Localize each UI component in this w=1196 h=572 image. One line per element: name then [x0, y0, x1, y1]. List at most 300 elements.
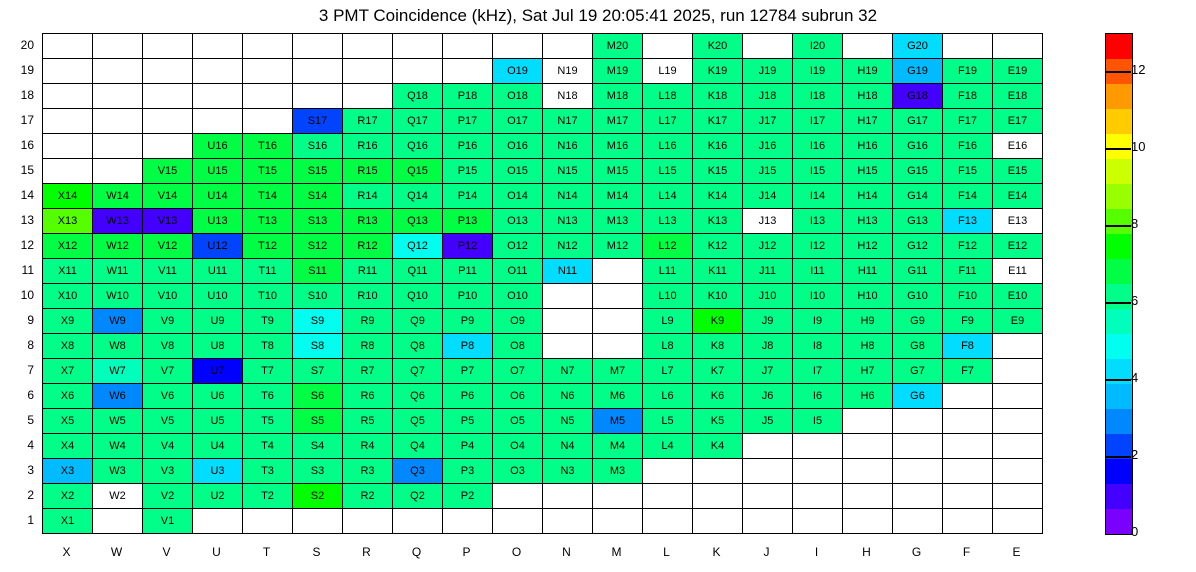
x-axis-tick-label: K	[712, 545, 721, 559]
heatmap-cell: V7	[143, 359, 193, 384]
heatmap-cell: G6	[893, 384, 943, 409]
colorbar-tick-label: 10	[1131, 139, 1146, 155]
heatmap-cell: R3	[343, 459, 393, 484]
heatmap-cell: T10	[243, 284, 293, 309]
heatmap-cell: I5	[793, 409, 843, 434]
heatmap-cell: H16	[843, 134, 893, 159]
heatmap-cell	[693, 484, 743, 509]
heatmap-cell: S17	[293, 109, 343, 134]
heatmap-row	[43, 459, 1043, 484]
heatmap-cell: U4	[193, 434, 243, 459]
heatmap-cell	[343, 34, 393, 59]
x-axis-tick-label: L	[663, 545, 670, 559]
heatmap-cell: H7	[843, 359, 893, 384]
y-axis-tick-label: 13	[20, 213, 34, 227]
heatmap-cell: R2	[343, 484, 393, 509]
heatmap-cell: Q11	[393, 259, 443, 284]
colorbar-segment	[1106, 34, 1132, 59]
heatmap-cell: H10	[843, 284, 893, 309]
heatmap-row	[43, 409, 1043, 434]
heatmap-cell	[643, 509, 693, 534]
heatmap-cell: R6	[343, 384, 393, 409]
heatmap-cell	[743, 484, 793, 509]
heatmap-cell: L13	[643, 209, 693, 234]
heatmap-cell	[543, 334, 593, 359]
heatmap-cell	[43, 134, 93, 159]
heatmap-cell: I18	[793, 84, 843, 109]
heatmap-cell	[793, 484, 843, 509]
heatmap-cell	[143, 34, 193, 59]
colorbar-tick-label: 4	[1131, 370, 1139, 386]
heatmap-cell	[493, 484, 543, 509]
heatmap-cell: M13	[593, 209, 643, 234]
heatmap-cell: M7	[593, 359, 643, 384]
heatmap-cell	[593, 259, 643, 284]
heatmap-cell: V9	[143, 309, 193, 334]
heatmap-cell: S12	[293, 234, 343, 259]
heatmap-cell: U8	[193, 334, 243, 359]
heatmap-cell: S4	[293, 434, 343, 459]
heatmap-cell: N14	[543, 184, 593, 209]
colorbar-tick-mark	[1105, 225, 1131, 227]
heatmap-cell: P17	[443, 109, 493, 134]
heatmap-cell	[343, 509, 393, 534]
heatmap-cell: X7	[43, 359, 93, 384]
heatmap-cell: L4	[643, 434, 693, 459]
heatmap-cell: X5	[43, 409, 93, 434]
heatmap-cell: L16	[643, 134, 693, 159]
heatmap-cell: T7	[243, 359, 293, 384]
heatmap-cell: I14	[793, 184, 843, 209]
heatmap-cell: K12	[693, 234, 743, 259]
heatmap-cell: R15	[343, 159, 393, 184]
heatmap-cell: F13	[943, 209, 993, 234]
heatmap-cell	[93, 59, 143, 84]
heatmap-cell: X1	[43, 509, 93, 534]
heatmap-cell	[993, 434, 1043, 459]
x-axis-tick-label: Q	[411, 545, 422, 559]
heatmap-cell	[243, 34, 293, 59]
x-axis-tick-label: E	[1012, 545, 1021, 559]
heatmap-row	[43, 134, 1043, 159]
heatmap-cell	[943, 434, 993, 459]
heatmap-cell: U16	[193, 134, 243, 159]
heatmap-cell: W10	[93, 284, 143, 309]
heatmap-cell	[143, 109, 193, 134]
colorbar-segment	[1106, 134, 1132, 159]
heatmap-cell	[993, 359, 1043, 384]
y-axis-tick-label: 16	[20, 138, 34, 152]
x-axis-tick-label: J	[763, 545, 770, 559]
heatmap-cell: J13	[743, 209, 793, 234]
heatmap-cell: H15	[843, 159, 893, 184]
heatmap-cell	[943, 509, 993, 534]
colorbar-segment	[1106, 234, 1132, 259]
heatmap-cell: P18	[443, 84, 493, 109]
heatmap-cell: O6	[493, 384, 543, 409]
colorbar-segment	[1106, 159, 1132, 184]
heatmap-cell: K17	[693, 109, 743, 134]
heatmap-row	[43, 109, 1043, 134]
heatmap-cell	[193, 509, 243, 534]
heatmap-cell: Q8	[393, 334, 443, 359]
heatmap-cell	[743, 434, 793, 459]
heatmap-cell	[793, 459, 843, 484]
y-axis-tick-label: 7	[27, 363, 34, 377]
heatmap-cell: H8	[843, 334, 893, 359]
heatmap-cell: L8	[643, 334, 693, 359]
heatmap-cell: J14	[743, 184, 793, 209]
heatmap-row	[43, 259, 1043, 284]
colorbar-tick-mark	[1105, 302, 1131, 304]
heatmap-cell: O15	[493, 159, 543, 184]
y-axis-tick-label: 2	[27, 488, 34, 502]
heatmap-cell: E19	[993, 59, 1043, 84]
heatmap-cell	[93, 159, 143, 184]
heatmap-cell: K6	[693, 384, 743, 409]
heatmap-cell	[843, 484, 893, 509]
heatmap-cell: G8	[893, 334, 943, 359]
heatmap-cell: X9	[43, 309, 93, 334]
heatmap-cell: R11	[343, 259, 393, 284]
heatmap-row	[43, 384, 1043, 409]
heatmap-cell: H9	[843, 309, 893, 334]
heatmap-cell: L10	[643, 284, 693, 309]
heatmap-cell: M17	[593, 109, 643, 134]
x-axis-tick-label: V	[162, 545, 171, 559]
heatmap-cell: F9	[943, 309, 993, 334]
heatmap-cell: E10	[993, 284, 1043, 309]
heatmap-cell: P13	[443, 209, 493, 234]
heatmap-cell: T8	[243, 334, 293, 359]
heatmap-cell: S11	[293, 259, 343, 284]
heatmap-cell: P10	[443, 284, 493, 309]
heatmap-row	[43, 359, 1043, 384]
heatmap-cell: X11	[43, 259, 93, 284]
heatmap-cell: M19	[593, 59, 643, 84]
heatmap-cell: I17	[793, 109, 843, 134]
colorbar-segment	[1106, 109, 1132, 134]
heatmap-cell: X4	[43, 434, 93, 459]
heatmap-cell	[243, 109, 293, 134]
heatmap-cell: K9	[693, 309, 743, 334]
heatmap-cell: Q13	[393, 209, 443, 234]
heatmap-cell: F17	[943, 109, 993, 134]
heatmap-cell	[743, 34, 793, 59]
heatmap-cell: P5	[443, 409, 493, 434]
colorbar-tick-label: 2	[1131, 447, 1139, 463]
y-axis-tick-label: 17	[20, 113, 34, 127]
heatmap-cell: Q6	[393, 384, 443, 409]
heatmap-cell: G13	[893, 209, 943, 234]
heatmap-cell: V14	[143, 184, 193, 209]
heatmap-cell: I6	[793, 384, 843, 409]
heatmap-cell: O16	[493, 134, 543, 159]
heatmap-cell: P2	[443, 484, 493, 509]
heatmap-cell: M3	[593, 459, 643, 484]
heatmap-cell: U10	[193, 284, 243, 309]
heatmap-cell: T3	[243, 459, 293, 484]
heatmap-cell: V5	[143, 409, 193, 434]
heatmap-cell: K5	[693, 409, 743, 434]
heatmap-cell: T2	[243, 484, 293, 509]
x-axis-tick-label: S	[312, 545, 321, 559]
heatmap-cell: T6	[243, 384, 293, 409]
heatmap-cell: S15	[293, 159, 343, 184]
heatmap-row	[43, 234, 1043, 259]
heatmap-cell: S9	[293, 309, 343, 334]
heatmap-cell: O9	[493, 309, 543, 334]
heatmap-cell: S5	[293, 409, 343, 434]
heatmap-cell: N15	[543, 159, 593, 184]
y-axis-tick-label: 3	[27, 463, 34, 477]
heatmap-cell	[543, 509, 593, 534]
heatmap-cell	[943, 484, 993, 509]
heatmap-cell: X13	[43, 209, 93, 234]
heatmap-cell: S6	[293, 384, 343, 409]
heatmap-cell: K8	[693, 334, 743, 359]
heatmap-cell	[43, 159, 93, 184]
heatmap-cell: Q17	[393, 109, 443, 134]
heatmap-row	[43, 184, 1043, 209]
heatmap-cell: S13	[293, 209, 343, 234]
x-axis-tick-label: N	[562, 545, 571, 559]
heatmap-cell: H18	[843, 84, 893, 109]
heatmap-cell	[943, 34, 993, 59]
heatmap-cell: Q2	[393, 484, 443, 509]
heatmap-cell: P11	[443, 259, 493, 284]
heatmap-cell: Q16	[393, 134, 443, 159]
heatmap-cell: I13	[793, 209, 843, 234]
colorbar-segment	[1106, 384, 1132, 409]
x-axis-tick-label: F	[962, 545, 971, 559]
heatmap-cell: R8	[343, 334, 393, 359]
heatmap-cell: T11	[243, 259, 293, 284]
x-axis-tick-label: I	[814, 545, 819, 559]
heatmap-grid	[42, 33, 1043, 534]
heatmap-cell	[843, 509, 893, 534]
heatmap-cell: T5	[243, 409, 293, 434]
colorbar-segment	[1106, 209, 1132, 234]
heatmap-cell	[193, 84, 243, 109]
heatmap-cell: Q18	[393, 84, 443, 109]
heatmap-cell: K7	[693, 359, 743, 384]
heatmap-cell: F12	[943, 234, 993, 259]
heatmap-cell: L12	[643, 234, 693, 259]
heatmap-cell: T4	[243, 434, 293, 459]
heatmap-cell: E17	[993, 109, 1043, 134]
heatmap-cell: V3	[143, 459, 193, 484]
colorbar-tick-mark	[1105, 379, 1131, 381]
heatmap-cell	[43, 84, 93, 109]
heatmap-cell: M4	[593, 434, 643, 459]
heatmap-cell	[293, 59, 343, 84]
heatmap-cell: Q4	[393, 434, 443, 459]
heatmap-row	[43, 84, 1043, 109]
heatmap-cell: U7	[193, 359, 243, 384]
colorbar-tick-label: 0	[1131, 524, 1139, 539]
heatmap-cell: X10	[43, 284, 93, 309]
heatmap-cell: E15	[993, 159, 1043, 184]
heatmap-cell	[443, 34, 493, 59]
heatmap-cell: E11	[993, 259, 1043, 284]
heatmap-cell: K4	[693, 434, 743, 459]
heatmap-cell: P4	[443, 434, 493, 459]
y-axis-tick-label: 9	[27, 313, 34, 327]
heatmap-cell	[843, 409, 893, 434]
y-axis-tick-label: 4	[27, 438, 34, 452]
colorbar-tick-label: 6	[1131, 293, 1139, 309]
heatmap-cell: H19	[843, 59, 893, 84]
heatmap-cell: J12	[743, 234, 793, 259]
heatmap-cell	[493, 34, 543, 59]
heatmap-cell: F16	[943, 134, 993, 159]
y-axis-tick-label: 1	[27, 513, 34, 527]
heatmap-cell: V10	[143, 284, 193, 309]
heatmap-cell: Q5	[393, 409, 443, 434]
heatmap-cell	[193, 59, 243, 84]
heatmap-row	[43, 34, 1043, 59]
heatmap-cell: K13	[693, 209, 743, 234]
heatmap-cell: T14	[243, 184, 293, 209]
heatmap-cell	[43, 109, 93, 134]
heatmap-cell: G14	[893, 184, 943, 209]
heatmap-cell: Q3	[393, 459, 443, 484]
heatmap-cell: P16	[443, 134, 493, 159]
heatmap-cell: O10	[493, 284, 543, 309]
heatmap-cell: U11	[193, 259, 243, 284]
heatmap-cell: V2	[143, 484, 193, 509]
heatmap-cell: S3	[293, 459, 343, 484]
heatmap-row	[43, 159, 1043, 184]
heatmap-cell: J7	[743, 359, 793, 384]
heatmap-cell: M18	[593, 84, 643, 109]
heatmap-cell: R13	[343, 209, 393, 234]
heatmap-cell	[243, 84, 293, 109]
heatmap-cell: P9	[443, 309, 493, 334]
heatmap-cell: K20	[693, 34, 743, 59]
heatmap-cell: I8	[793, 334, 843, 359]
colorbar-segment	[1106, 84, 1132, 109]
heatmap-cell: V12	[143, 234, 193, 259]
colorbar-segment	[1106, 309, 1132, 334]
heatmap-cell: S2	[293, 484, 343, 509]
heatmap-cell	[993, 384, 1043, 409]
y-axis-tick-label: 15	[20, 163, 34, 177]
colorbar-segment	[1106, 459, 1132, 484]
heatmap-cell: N4	[543, 434, 593, 459]
heatmap-cell	[843, 459, 893, 484]
x-axis-tick-label: P	[462, 545, 471, 559]
heatmap-cell	[893, 409, 943, 434]
heatmap-cell: Q14	[393, 184, 443, 209]
x-axis-tick-label: W	[110, 545, 123, 559]
heatmap-cell: W13	[93, 209, 143, 234]
heatmap-cell: J11	[743, 259, 793, 284]
heatmap-cell: L17	[643, 109, 693, 134]
heatmap-row	[43, 434, 1043, 459]
heatmap-cell: T12	[243, 234, 293, 259]
heatmap-cell: J10	[743, 284, 793, 309]
heatmap-cell: X6	[43, 384, 93, 409]
heatmap-cell: G15	[893, 159, 943, 184]
heatmap-cell: M20	[593, 34, 643, 59]
colorbar-segment	[1106, 259, 1132, 284]
y-axis-tick-label: 6	[27, 388, 34, 402]
heatmap-cell	[843, 434, 893, 459]
heatmap-cell: G11	[893, 259, 943, 284]
y-axis-tick-label: 8	[27, 338, 34, 352]
heatmap-cell: W8	[93, 334, 143, 359]
heatmap-cell: J19	[743, 59, 793, 84]
heatmap-cell	[943, 409, 993, 434]
heatmap-cell: H14	[843, 184, 893, 209]
heatmap-cell: K15	[693, 159, 743, 184]
heatmap-cell: W14	[93, 184, 143, 209]
heatmap-cell: Q15	[393, 159, 443, 184]
heatmap-cell: T9	[243, 309, 293, 334]
heatmap-cell: S16	[293, 134, 343, 159]
heatmap-cell: K18	[693, 84, 743, 109]
heatmap-cell: L6	[643, 384, 693, 409]
heatmap-cell: F11	[943, 259, 993, 284]
heatmap-cell: M14	[593, 184, 643, 209]
heatmap-row	[43, 209, 1043, 234]
heatmap-cell	[143, 134, 193, 159]
heatmap-cell: M6	[593, 384, 643, 409]
x-axis-tick-label: R	[362, 545, 371, 559]
heatmap-cell: P3	[443, 459, 493, 484]
heatmap-cell: V8	[143, 334, 193, 359]
colorbar-tick-mark	[1105, 456, 1131, 458]
heatmap-cell	[43, 34, 93, 59]
heatmap-cell: M12	[593, 234, 643, 259]
heatmap-cell: W5	[93, 409, 143, 434]
heatmap-cell: M5	[593, 409, 643, 434]
heatmap-cell: O14	[493, 184, 543, 209]
heatmap-cell	[293, 34, 343, 59]
heatmap-cell	[993, 484, 1043, 509]
heatmap-cell: E13	[993, 209, 1043, 234]
heatmap-cell: L9	[643, 309, 693, 334]
heatmap-cell: H13	[843, 209, 893, 234]
heatmap-cell: U13	[193, 209, 243, 234]
heatmap-cell: S14	[293, 184, 343, 209]
heatmap-cell: N11	[543, 259, 593, 284]
heatmap-cell	[93, 134, 143, 159]
heatmap-cell: I19	[793, 59, 843, 84]
heatmap-cell: U6	[193, 384, 243, 409]
colorbar-tick-mark	[1105, 71, 1131, 73]
x-axis-tick-label: X	[62, 545, 71, 559]
y-axis-tick-label: 10	[20, 288, 34, 302]
heatmap-cell	[93, 34, 143, 59]
heatmap-cell: M16	[593, 134, 643, 159]
heatmap-cell: W2	[93, 484, 143, 509]
heatmap-row	[43, 334, 1043, 359]
heatmap-row	[43, 309, 1043, 334]
heatmap-row	[43, 484, 1043, 509]
colorbar-tick-mark	[1105, 148, 1131, 150]
heatmap-cell: T13	[243, 209, 293, 234]
heatmap-cell: W12	[93, 234, 143, 259]
heatmap-cell: O5	[493, 409, 543, 434]
heatmap-cell: R12	[343, 234, 393, 259]
heatmap-cell	[693, 459, 743, 484]
heatmap-cell	[893, 509, 943, 534]
heatmap-cell: F7	[943, 359, 993, 384]
heatmap-cell: N17	[543, 109, 593, 134]
